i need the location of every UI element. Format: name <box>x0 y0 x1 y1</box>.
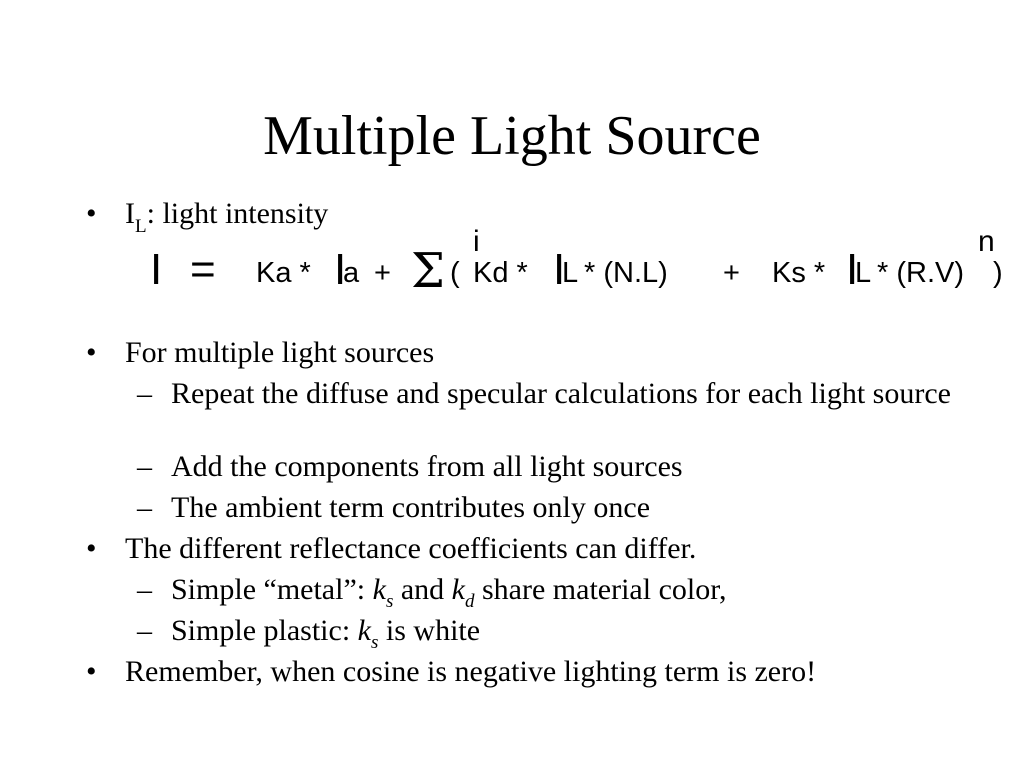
metal-middle: and <box>393 573 452 606</box>
eq-equals: = <box>190 245 216 294</box>
ks-subscript: s <box>385 591 394 612</box>
eq-ia-sub: a <box>343 257 360 289</box>
metal-prefix: Simple “metal”: <box>171 573 373 606</box>
subbullet-marker: – <box>137 573 152 606</box>
ks-subscript: s <box>370 632 379 653</box>
subbullet-marker: – <box>137 614 152 647</box>
eq-plus-2: + <box>723 257 740 289</box>
subbullet-text: Repeat the diffuse and specular calculations for each light source <box>171 377 951 410</box>
bullet-marker: • <box>86 336 97 369</box>
bullet-marker: • <box>86 532 97 565</box>
eq-il1-symbol: I <box>553 245 566 294</box>
subbullet-marker: – <box>137 377 152 410</box>
ks-symbol: k <box>372 573 386 606</box>
eq-plus-1: + <box>374 257 391 289</box>
lighting-equation <box>0 225 1024 305</box>
subbullet-marker: – <box>137 450 152 483</box>
eq-nl: * (N.L) <box>584 257 668 289</box>
eq-il2-symbol: I <box>846 245 859 294</box>
bullet-text: The different reflectance coefficients can differ. <box>125 532 697 565</box>
eq-sup-n: n <box>978 225 995 258</box>
bullet-text: Remember, when cosine is negative lighting term is zero! <box>125 655 817 688</box>
subbullet-text: Add the components from all light sources <box>171 450 683 483</box>
plastic-suffix: is white <box>378 614 481 647</box>
eq-close-paren: ) <box>993 257 1003 289</box>
eq-rv: * (R.V) <box>877 257 964 289</box>
eq-ia-symbol: I <box>334 245 347 294</box>
kd-subscript: d <box>465 591 475 612</box>
eq-il1-sub: L <box>562 257 579 289</box>
subbullet-text <box>171 573 727 611</box>
intensity-symbol: I <box>125 197 135 230</box>
eq-sigma: Σ <box>411 243 445 299</box>
subbullet-text: The ambient term contributes only once <box>171 491 651 524</box>
bullet-text: For multiple light sources <box>125 336 435 369</box>
ks-symbol: k <box>357 614 371 647</box>
plastic-prefix: Simple plastic: <box>171 614 358 647</box>
eq-ks: Ks * <box>772 257 826 289</box>
subbullet-text <box>171 614 480 652</box>
bullet-marker: • <box>86 655 97 688</box>
subbullet-marker: – <box>137 491 152 524</box>
bullet-marker: • <box>86 197 97 230</box>
eq-kd: Kd * <box>473 257 528 289</box>
eq-open-paren: ( <box>450 257 460 289</box>
eq-sup-i: i <box>473 225 480 258</box>
metal-suffix: share material color, <box>474 573 727 606</box>
kd-symbol: k <box>451 573 465 606</box>
intensity-subscript: L <box>135 216 147 237</box>
intensity-label: : light intensity <box>146 197 329 230</box>
eq-intensity: I <box>150 245 163 294</box>
eq-ka: Ka * <box>256 257 311 289</box>
eq-il2-sub: L <box>855 257 872 289</box>
slide-title: Multiple Light Source <box>263 105 761 167</box>
